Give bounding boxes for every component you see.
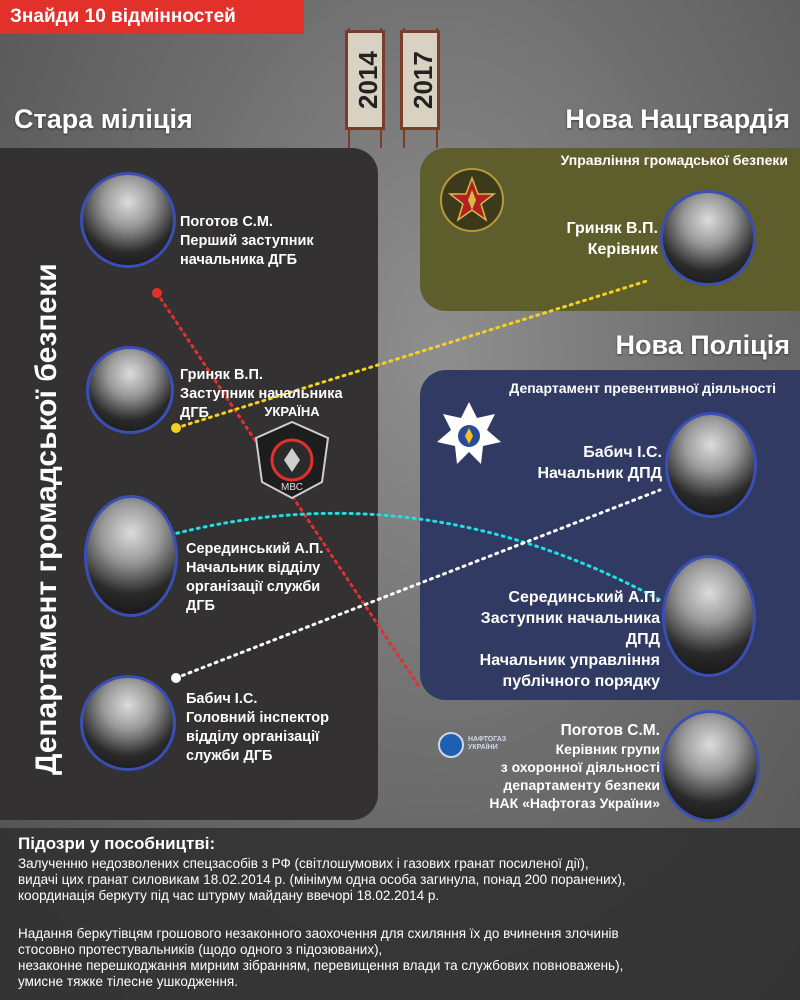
photo-seredynskyi-np xyxy=(662,555,756,677)
person-pogotov-old: Поготов С.М. Перший заступник начальника ДГБ xyxy=(180,214,314,268)
photo-pogotov-old xyxy=(80,172,176,268)
national-guard-emblem xyxy=(440,168,504,232)
person-seredynskyi-old: Серединський А.П. Начальник відділу організації служби ДГБ xyxy=(186,541,324,614)
mvs-badge-bottom-text: МВС xyxy=(281,482,303,493)
suspicions-paragraph-1: Залученню недозволених спецзасобів з РФ (світлошумових і газових гранат посиленої дії), видачі цих гранат силовикам 18.02.2014 р. (мінімум одна особа загинула, понад 200 поранених), координація беркуту під час штурму майдану ввечорі 18.02.2014 р. xyxy=(18,856,626,903)
year-2017: 2017 xyxy=(400,30,440,130)
person-babych-old: Бабич І.С. Головний інспектор відділу організації служби ДГБ xyxy=(186,691,329,764)
photo-hrynyak-old xyxy=(86,346,174,434)
title-tag: Знайди 10 відмінностей xyxy=(0,0,304,34)
photo-hrynyak-ng xyxy=(660,190,756,286)
person-babych-np: Бабич І.С. Начальник ДПД xyxy=(537,444,662,482)
suspicions-block xyxy=(0,828,800,1000)
naftogaz-logo-text: НАФТОГАЗ УКРАЇНИ xyxy=(468,736,507,751)
heading-old-militia: Стара міліція xyxy=(14,104,193,134)
year-2014: 2014 xyxy=(345,30,385,130)
np-department: Департамент превентивної діяльності xyxy=(509,380,776,396)
photo-pogotov-naftogaz xyxy=(660,710,760,822)
photo-babych-np xyxy=(665,412,757,518)
photo-babych-old xyxy=(80,675,176,771)
mvs-badge xyxy=(252,400,332,500)
suspicions-title: Підозри у пособництві: xyxy=(18,834,216,853)
heading-national-police: Нова Поліція xyxy=(615,330,790,360)
ng-department: Управління громадської безпеки xyxy=(560,152,788,168)
vertical-department-title: Департамент громадської безпеки xyxy=(30,263,63,775)
mvs-badge-top-text: УКРАЇНА xyxy=(264,404,320,419)
dot-white xyxy=(171,673,181,683)
dot-yellow xyxy=(171,423,181,433)
dot-red xyxy=(152,288,162,298)
person-hrynyak-ng: Гриняк В.П. Керівник xyxy=(566,220,658,258)
suspicions-paragraph-2: Надання беркутівцям грошового незаконного заохочення для схиляння їх до вчинення злочинів стосовно протестувальників (щодо одного з підозюваних), незаконне перешкоджання мирним зібранням, перевищення влади та службових повноважень), умисне тяжке тілесне ушкодження. xyxy=(18,926,624,989)
person-seredynskyi-np: Серединський А.П. Заступник начальника ДПД Начальник управління публічного порядку xyxy=(479,589,660,690)
photo-seredynskyi-old xyxy=(84,495,178,617)
heading-national-guard: Нова Нацгвардія xyxy=(565,104,790,134)
person-pogotov-naftogaz: Поготов С.М. Керівник групи з охоронної діяльності департаменту безпеки НАК «Нафтогаз України» xyxy=(489,722,660,811)
person-hrynyak-old: Гриняк В.П. Заступник начальника ДГБ xyxy=(180,367,343,421)
